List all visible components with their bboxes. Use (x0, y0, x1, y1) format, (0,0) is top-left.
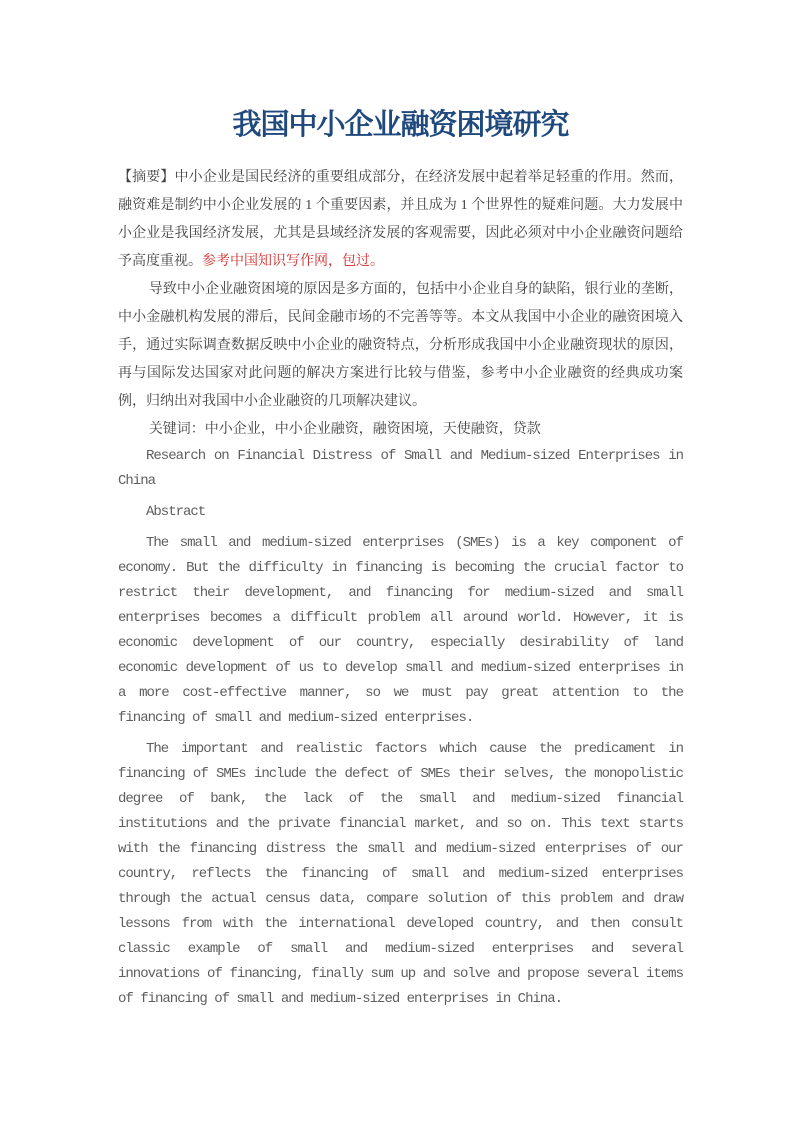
promo-text-red: 参考中国知识写作网，包过。 (202, 254, 384, 269)
page-title: 我国中小企业融资困境研究 (232, 109, 569, 141)
body-paragraph-cn: 导致中小企业融资困境的原因是多方面的，包括中小企业自身的缺陷，银行业的垄断，中小金融机构发展的滞后，民间金融市场的不完善等等。本文从我国中小企业的融资困境入手，通过实际调查数据反映中小企业的融资特点，分析形成我国中小企业融资现状的原因，再与国际发达国家对此问题的解决方案进行比较与借鉴，参考中小企业融资的经典成功案例，归纳出对我国中小企业融资的几项解决建议。 (118, 282, 683, 409)
paragraph-en-1: The small and medium-sized enterprises (SMEs) is a key component of economy. But the difficulty in financing is becoming the crucial factor to restrict their development, and financing for medium-sized and small enterprises becomes a difficult problem all around world. However, it is economic development of our country, especially desirability of land economic development of us to develop small and medium-sized enterprises in a more cost-effective manner, so we must pay great attention to the financing of small and medium-sized enterprises. (118, 535, 683, 726)
keywords-line: 关键词：中小企业，中小企业融资，融资困境，天使融资，贷款 (148, 422, 541, 437)
abstract-text-cn: 【摘要】中小企业是国民经济的重要组成部分，在经济发展中起着举足轻重的作用。然而，融资难是制约中小企业发展的 1 个重要因素，并且成为 1 个世界性的疑难问题。大力发展中小企业是我国经济发展，尤其是县域经济发展的客观需要，因此必须对中小企业融资问题给予高度重视。 (118, 170, 683, 269)
abstract-paragraph-cn (118, 164, 683, 276)
paragraph-en-2: The important and realistic factors which cause the predicament in financing of SMEs include the defect of SMEs their selves, the monopolistic degree of bank, the lack of the small and medium-sized financial institutions and the private financial market, and so on. This text starts with the financing distress the small and medium-sized enterprises of our country, reflects the financing of small and medium-sized enterprises through the actual census data, compare solution of this problem and draw lessons from with the international developed country, and then consult classic example of small and medium-sized enterprises and several innovations of financing, finally sum up and solve and propose several items of financing of small and medium-sized enterprises in China. (118, 741, 683, 1007)
abstract-label-en: Abstract (146, 504, 206, 520)
title-en: Research on Financial Distress of Small and Medium-sized Enterprises in China (118, 448, 683, 489)
